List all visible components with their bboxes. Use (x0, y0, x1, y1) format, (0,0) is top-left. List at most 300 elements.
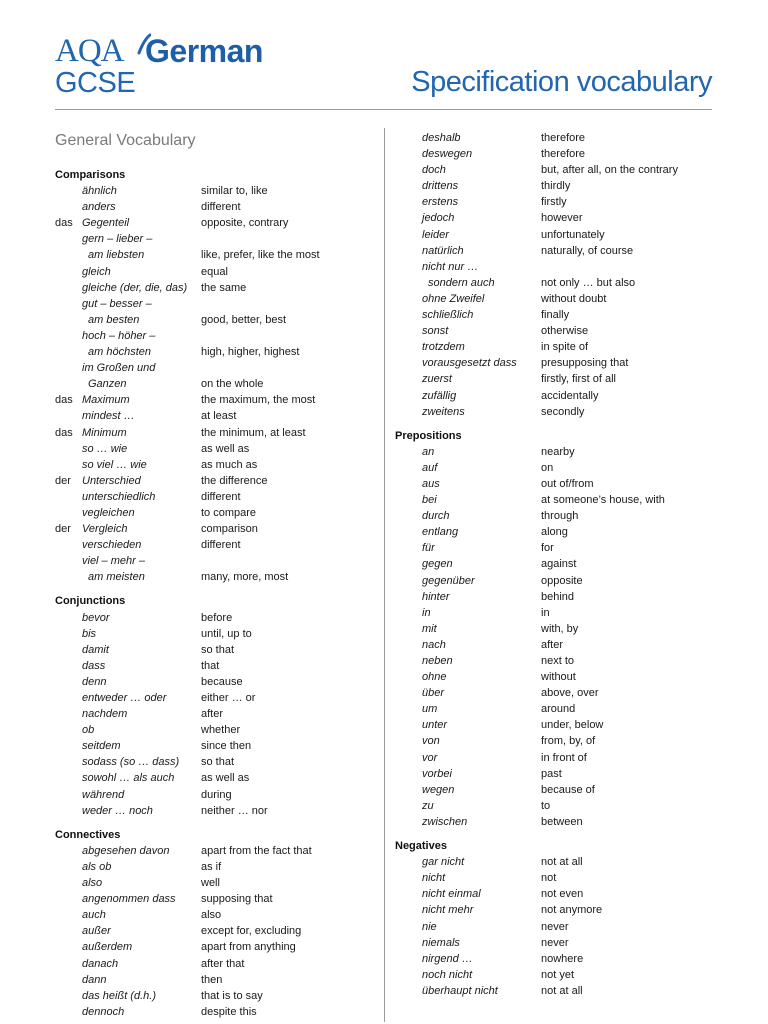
vocab-row (395, 621, 725, 637)
german-term: das heißt (d.h.) (82, 989, 156, 1002)
logo-level-text: GCSE (55, 67, 136, 99)
english-translation: accidentally (541, 389, 599, 402)
english-translation: after (201, 708, 224, 721)
german-term: zuerst (422, 373, 452, 386)
english-translation: to compare (201, 506, 257, 519)
vocab-row (55, 626, 375, 642)
english-translation: supposing that (201, 893, 273, 906)
vocab-row (55, 247, 375, 263)
german-term: am liebsten (88, 249, 145, 262)
english-translation: apart from anything (201, 941, 296, 954)
german-term: entlang (422, 526, 459, 539)
category-heading: Connectives (55, 828, 121, 841)
english-translation: good, better, best (201, 313, 287, 326)
vocab-row (55, 199, 375, 215)
vocab-row (395, 259, 725, 275)
english-translation: in spite of (541, 341, 589, 354)
vocab-row (55, 1004, 375, 1020)
german-term: durch (422, 510, 450, 523)
english-translation: whether (201, 724, 241, 737)
vocab-row (395, 371, 725, 387)
english-translation: different (201, 490, 241, 503)
english-translation: after that (201, 957, 245, 970)
english-translation: also (201, 909, 222, 922)
german-term: bei (422, 494, 437, 507)
german-term: weder … noch (82, 804, 153, 817)
german-term: sodass (so … dass) (82, 756, 180, 769)
german-term: mindest … (82, 410, 135, 423)
english-translation: along (541, 526, 568, 539)
section-title: General Vocabulary (55, 132, 196, 149)
german-term: neben (422, 655, 453, 667)
vocab-row (55, 972, 375, 988)
german-term: ob (82, 724, 95, 737)
english-translation: not anymore (541, 904, 603, 917)
section-spacer (55, 585, 375, 593)
article: der (55, 474, 71, 487)
german-term: dennoch (82, 1005, 125, 1018)
german-term: aus (422, 477, 440, 490)
german-term: Maximum (82, 394, 130, 407)
german-term: so … wie (82, 442, 128, 455)
english-translation: the minimum, at least (201, 426, 306, 439)
german-term: schließlich (422, 309, 474, 322)
vocab-row (55, 457, 375, 473)
german-term: vegleichen (82, 506, 135, 519)
vocab-row (395, 130, 725, 146)
german-term: zweitens (422, 405, 465, 418)
english-translation: except for, excluding (201, 925, 302, 938)
vocab-row (395, 540, 725, 556)
german-term: gar nicht (422, 856, 465, 869)
english-translation: with, by (541, 622, 579, 635)
english-translation: similar to, like (201, 185, 268, 198)
vocab-row (55, 408, 375, 424)
english-translation: for (541, 542, 554, 555)
english-translation: between (541, 815, 583, 828)
english-translation: through (541, 510, 579, 523)
vocab-row (395, 146, 725, 162)
german-term: vorbei (422, 767, 452, 780)
article: der (55, 523, 71, 536)
logo-aqa-text: AQA (55, 33, 124, 69)
english-translation: that is to say (201, 989, 263, 1002)
german-term: in (422, 606, 431, 619)
vocab-row (395, 653, 725, 669)
vocab-row (55, 392, 375, 408)
category-heading: Prepositions (395, 429, 462, 442)
vocab-row (395, 404, 725, 420)
vocab-row (55, 674, 375, 690)
english-translation: not even (541, 888, 584, 901)
english-translation: not (541, 872, 557, 885)
german-term: zufällig (422, 389, 457, 402)
english-translation: secondly (541, 405, 585, 418)
german-term: für (422, 542, 435, 555)
vocab-row (395, 685, 725, 701)
vocab-row (55, 473, 375, 489)
vocab-row (55, 706, 375, 722)
german-term: ähnlich (82, 185, 117, 198)
vocab-row (55, 569, 375, 585)
vocab-row (395, 919, 725, 935)
english-translation: as well as (201, 772, 250, 785)
header-divider (55, 109, 712, 110)
german-term: deswegen (422, 148, 473, 161)
section-spacer (55, 819, 375, 827)
vocab-row (395, 766, 725, 782)
german-term: dass (82, 659, 106, 672)
english-translation: naturally, of course (541, 244, 634, 257)
vocab-row (395, 323, 725, 339)
german-term: erstens (422, 196, 459, 209)
vocab-row (55, 425, 375, 441)
german-term: sondern auch (428, 276, 495, 289)
english-translation: since then (201, 740, 252, 753)
german-term: natürlich (422, 244, 464, 257)
german-term: während (82, 788, 125, 801)
english-translation: unfortunately (541, 228, 605, 241)
vocab-row (395, 733, 725, 749)
english-translation: before (201, 611, 233, 624)
german-term: gleiche (der, die, das) (82, 281, 188, 294)
vocab-row (395, 951, 725, 967)
german-term: anders (82, 201, 116, 214)
english-translation: nowhere (541, 952, 584, 965)
vocab-row (55, 264, 375, 280)
vocab-row (55, 505, 375, 521)
german-term: wegen (422, 783, 455, 796)
english-translation: as if (201, 860, 222, 873)
vocab-row (395, 750, 725, 766)
english-translation: in front of (541, 751, 587, 764)
english-translation: against (541, 558, 577, 571)
vocab-row (395, 492, 725, 508)
english-translation: the same (201, 281, 247, 294)
section-spacer (395, 830, 725, 838)
vocab-row (55, 231, 375, 247)
vocab-row (395, 637, 725, 653)
german-term: gut – besser – (82, 297, 152, 310)
german-term: mit (422, 622, 437, 635)
english-translation: after (541, 638, 564, 651)
english-translation: until, up to (201, 627, 252, 640)
german-term: ohne Zweifel (422, 292, 485, 305)
category-heading: Conjunctions (55, 595, 126, 608)
vocab-row (395, 556, 725, 572)
english-translation: in (541, 606, 550, 619)
vocab-row (395, 717, 725, 733)
german-term: überhaupt nicht (422, 984, 498, 997)
english-translation: as well as (201, 442, 250, 455)
vocab-row (55, 489, 375, 505)
german-term: nirgend … (422, 952, 473, 965)
english-translation: then (201, 973, 223, 986)
english-translation: so that (201, 756, 235, 769)
english-translation: the maximum, the most (201, 394, 316, 407)
vocab-row (55, 610, 375, 626)
vocab-row (55, 988, 375, 1004)
vocab-row (395, 798, 725, 814)
vocab-row (395, 669, 725, 685)
vocab-row (55, 441, 375, 457)
vocab-row (395, 508, 725, 524)
vocab-row (55, 787, 375, 803)
english-translation: thirdly (541, 180, 571, 193)
english-translation: because of (541, 783, 595, 796)
vocab-row (55, 690, 375, 706)
english-translation: opposite (541, 574, 583, 587)
vocab-row (55, 553, 375, 569)
german-term: bis (82, 627, 97, 640)
vocab-row (395, 444, 725, 460)
vocab-row (55, 859, 375, 875)
german-term: auch (82, 909, 106, 922)
vocab-row (55, 803, 375, 819)
german-term: dann (82, 973, 107, 986)
german-term: nach (422, 638, 446, 651)
english-translation: either … or (201, 692, 256, 704)
category-heading: Comparisons (55, 169, 126, 181)
english-translation: without (541, 671, 576, 684)
vocab-row (395, 782, 725, 798)
german-term: also (82, 877, 103, 890)
vocab-row (55, 642, 375, 658)
english-translation: not yet (541, 968, 575, 981)
german-term: ohne (422, 671, 447, 684)
english-translation: as much as (201, 458, 258, 471)
german-term: unterschiedlich (82, 490, 156, 503)
right-vocabulary-column (395, 130, 725, 999)
german-term: leider (422, 228, 449, 241)
english-translation: presupposing that (541, 357, 629, 370)
english-translation: at someone’s house, with (541, 494, 665, 507)
german-term: danach (82, 957, 119, 970)
german-term: am höchsten (88, 346, 151, 359)
vocab-row (55, 722, 375, 738)
german-term: nicht nur … (422, 260, 479, 273)
vocab-row (395, 227, 725, 243)
english-translation: firstly (541, 196, 567, 209)
german-term: hinter (422, 590, 450, 603)
english-translation: comparison (201, 523, 258, 536)
section-spacer (395, 420, 725, 428)
vocab-row (395, 243, 725, 259)
vocab-row (55, 537, 375, 553)
vocab-row (395, 983, 725, 999)
english-translation: around (541, 703, 576, 716)
german-term: nicht einmal (422, 888, 481, 901)
english-translation: never (541, 920, 569, 933)
german-term: gleich (82, 265, 111, 278)
vocab-row (395, 388, 725, 404)
vocab-row (395, 870, 725, 886)
english-translation: during (201, 788, 232, 801)
vocab-row (395, 275, 725, 291)
german-term: vorausgesetzt dass (422, 357, 517, 370)
english-translation: behind (541, 590, 575, 603)
vocab-row (55, 738, 375, 754)
english-translation: therefore (541, 132, 586, 144)
english-translation: different (201, 201, 241, 214)
german-term: noch nicht (422, 968, 473, 981)
vocab-row (55, 344, 375, 360)
german-term: seitdem (82, 740, 121, 753)
german-term: am meisten (88, 571, 145, 584)
vocab-row (395, 589, 725, 605)
german-term: unter (422, 719, 448, 732)
vocab-row (395, 701, 725, 717)
german-term: drittens (422, 180, 459, 193)
english-translation: without doubt (541, 292, 607, 305)
vocab-row (395, 935, 725, 951)
german-term: außer (82, 925, 111, 938)
vocab-row (395, 814, 725, 830)
logo-subject-text: German (145, 33, 263, 69)
german-term: sonst (422, 325, 449, 338)
german-term: gegen (422, 558, 453, 571)
german-term: von (422, 735, 440, 748)
german-term: denn (82, 675, 107, 688)
vocab-row (395, 210, 725, 226)
article: das (55, 426, 73, 439)
vocab-row (55, 215, 375, 231)
english-translation: that (201, 659, 220, 672)
vocab-row (395, 460, 725, 476)
english-translation: under, below (541, 719, 604, 732)
article: das (55, 217, 73, 230)
german-term: Minimum (82, 426, 127, 439)
english-translation: above, over (541, 687, 599, 700)
english-translation: different (201, 539, 241, 552)
english-translation: many, more, most (201, 571, 289, 584)
vocab-row (395, 854, 725, 870)
german-term: entweder … oder (82, 692, 167, 704)
english-translation: from, by, of (541, 735, 596, 748)
english-translation: so that (201, 643, 235, 656)
german-term: nicht (422, 872, 446, 885)
german-term: damit (82, 643, 109, 656)
german-term: verschieden (82, 539, 142, 552)
category-heading: Negatives (395, 840, 447, 853)
german-term: jedoch (422, 212, 455, 225)
german-term: so viel … wie (82, 458, 147, 471)
vocab-row (395, 162, 725, 178)
vocab-row (55, 923, 375, 939)
vocab-row (55, 956, 375, 972)
vocab-row (55, 843, 375, 859)
german-term: zwischen (422, 815, 468, 828)
english-translation: high, higher, highest (201, 346, 300, 359)
vocab-row (395, 194, 725, 210)
english-translation: not at all (541, 856, 583, 869)
english-translation: the difference (201, 474, 268, 487)
german-term: niemals (422, 936, 460, 949)
english-translation: on (541, 461, 554, 474)
german-term: gegenüber (422, 574, 475, 587)
english-translation: out of/from (541, 477, 594, 490)
page-title: Specification vocabulary (411, 66, 712, 98)
german-term: sowohl … als auch (82, 772, 175, 785)
german-term: an (422, 445, 435, 458)
english-translation: on the whole (201, 378, 264, 391)
german-term: nachdem (82, 708, 128, 721)
english-translation: despite this (201, 1005, 257, 1018)
vocab-row (55, 328, 375, 344)
vocab-row (55, 376, 375, 392)
english-translation: like, prefer, like the most (201, 249, 320, 262)
german-term: im Großen und (82, 362, 156, 375)
english-translation: well (201, 877, 220, 890)
german-term: abgesehen davon (82, 844, 170, 857)
german-term: trotzdem (422, 341, 465, 354)
vocab-row (395, 476, 725, 492)
german-term: angenommen dass (82, 893, 176, 906)
left-vocabulary-column (55, 167, 375, 1020)
german-term: auf (422, 461, 438, 474)
vocab-row (395, 355, 725, 371)
vocab-row (55, 770, 375, 786)
german-term: vor (422, 751, 438, 764)
vocab-row (55, 360, 375, 376)
german-term: um (422, 703, 438, 716)
german-term: deshalb (422, 132, 461, 144)
vocab-row (395, 605, 725, 621)
vocab-row (55, 891, 375, 907)
vocab-row (55, 296, 375, 312)
german-term: viel – mehr – (82, 555, 145, 568)
english-translation: however (541, 212, 583, 225)
german-term: nicht mehr (422, 904, 474, 917)
vocab-row (395, 178, 725, 194)
german-term: bevor (82, 611, 110, 624)
vocab-row (395, 339, 725, 355)
german-term: Unterschied (82, 474, 141, 487)
english-translation: otherwise (541, 325, 589, 338)
english-translation: equal (201, 265, 228, 278)
vocab-row (55, 280, 375, 296)
german-term: zu (422, 799, 434, 812)
english-translation: not only … but also (541, 276, 636, 289)
german-term: über (422, 687, 445, 700)
german-term: Vergleich (82, 523, 128, 536)
german-term: als ob (82, 860, 112, 873)
article: das (55, 394, 73, 407)
english-translation: not at all (541, 984, 583, 997)
vocab-row (55, 521, 375, 537)
german-term: außerdem (82, 941, 133, 954)
english-translation: never (541, 936, 569, 949)
german-term: nie (422, 920, 437, 933)
vocab-row (55, 754, 375, 770)
english-translation: therefore (541, 148, 586, 161)
vocab-row (395, 967, 725, 983)
vocab-row (395, 886, 725, 902)
german-term: Gegenteil (82, 217, 130, 230)
english-translation: opposite, contrary (201, 217, 289, 230)
vocab-row (395, 573, 725, 589)
english-translation: next to (541, 655, 575, 667)
english-translation: at least (201, 410, 237, 423)
vocab-row (55, 875, 375, 891)
vocab-row (395, 902, 725, 918)
column-divider (384, 128, 385, 1022)
english-translation: finally (541, 309, 570, 322)
vocab-row (55, 658, 375, 674)
vocab-row (55, 183, 375, 199)
english-translation: nearby (541, 445, 575, 458)
english-translation: firstly, first of all (541, 373, 616, 386)
